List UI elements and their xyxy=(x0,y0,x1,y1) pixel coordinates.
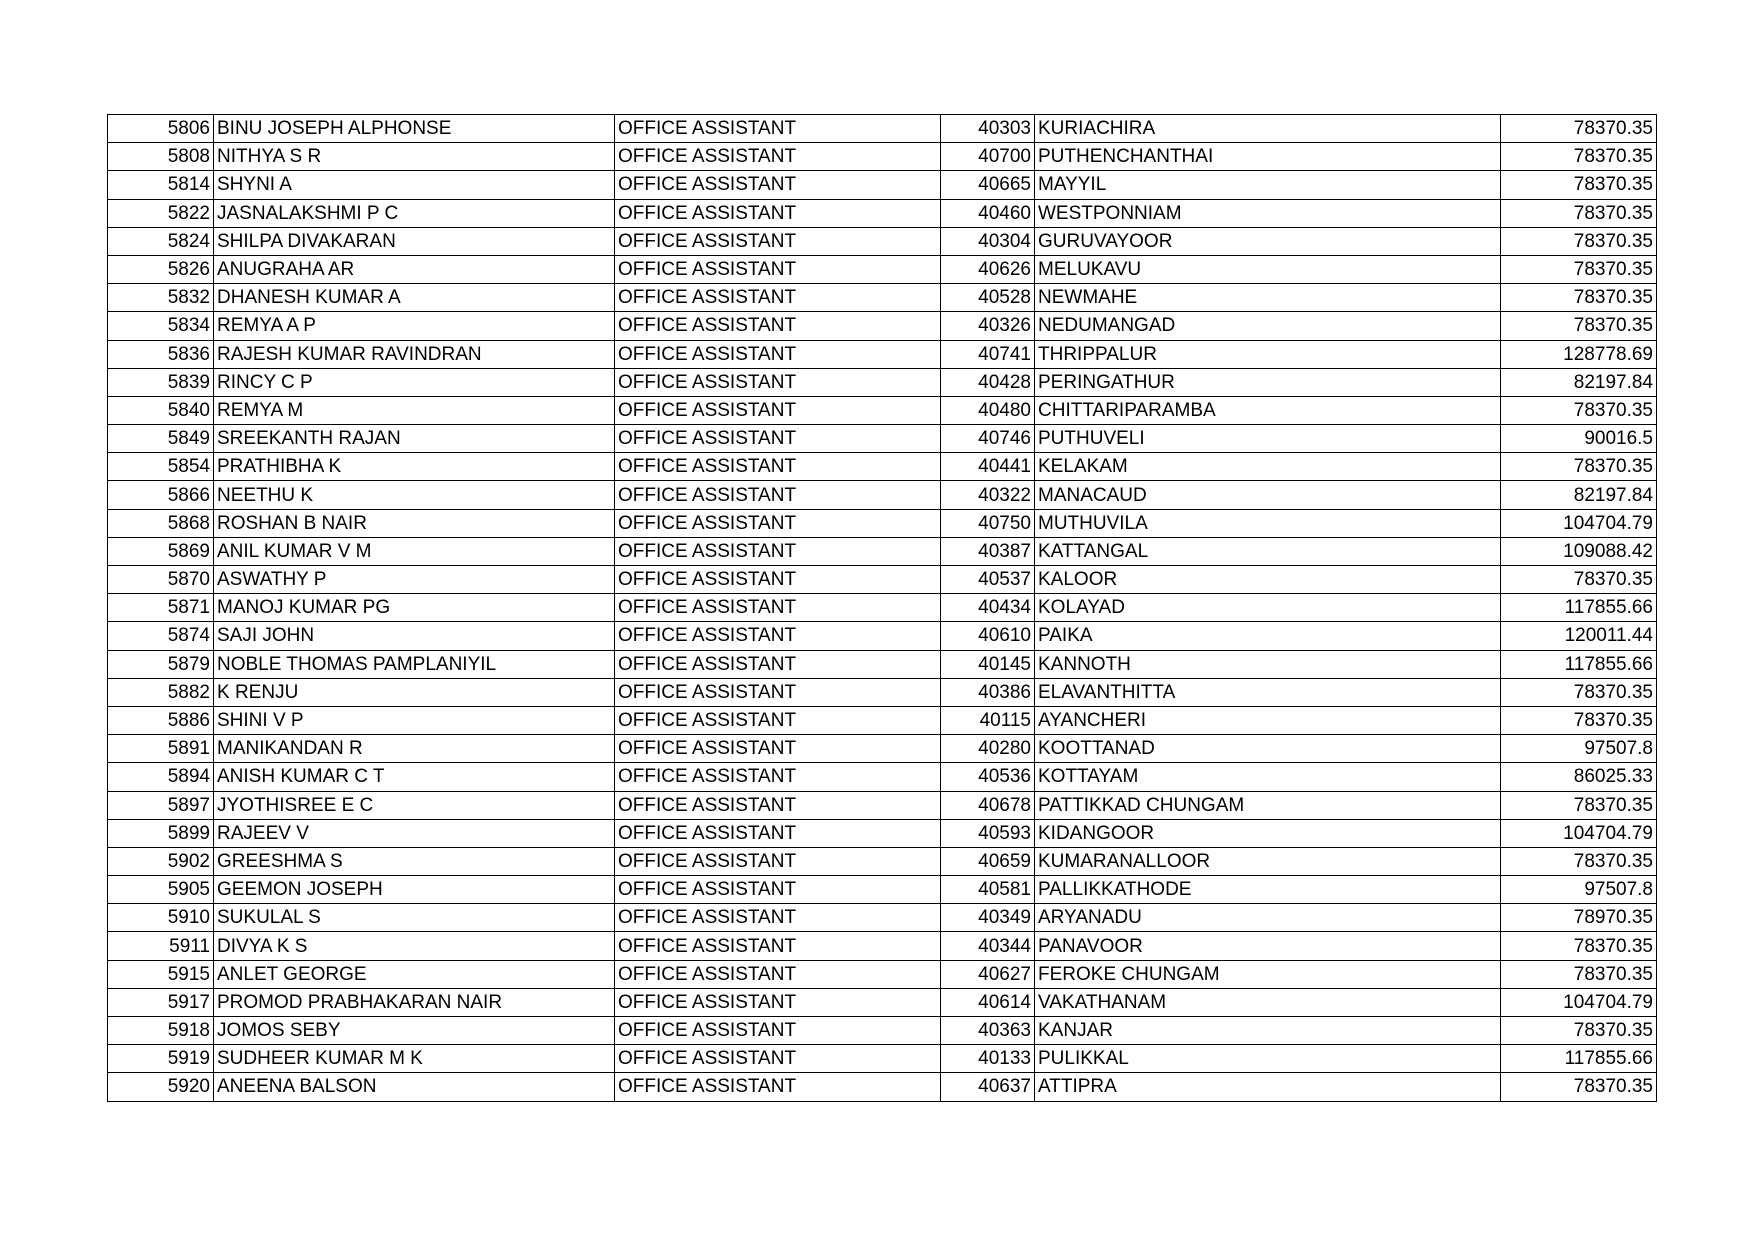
office-code-cell: 40536 xyxy=(941,763,1035,791)
office-name-cell: ARYANADU xyxy=(1035,904,1501,932)
office-code-cell: 40480 xyxy=(941,396,1035,424)
office-code-cell: 40746 xyxy=(941,425,1035,453)
office-name-cell: KOLAYAD xyxy=(1035,594,1501,622)
amount-cell: 104704.79 xyxy=(1501,819,1657,847)
designation-cell: OFFICE ASSISTANT xyxy=(615,706,941,734)
employee-id-cell: 5868 xyxy=(108,509,214,537)
employee-id-cell: 5918 xyxy=(108,1017,214,1045)
designation-cell: OFFICE ASSISTANT xyxy=(615,735,941,763)
table-row xyxy=(108,396,1657,424)
employee-name-cell: PRATHIBHA K xyxy=(214,453,615,481)
office-code-cell: 40145 xyxy=(941,650,1035,678)
office-name-cell: PUTHUVELI xyxy=(1035,425,1501,453)
employee-id-cell: 5920 xyxy=(108,1073,214,1101)
employee-id-cell: 5874 xyxy=(108,622,214,650)
office-name-cell: PULIKKAL xyxy=(1035,1045,1501,1073)
designation-cell: OFFICE ASSISTANT xyxy=(615,847,941,875)
employee-name-cell: REMYA A P xyxy=(214,312,615,340)
office-code-cell: 40528 xyxy=(941,284,1035,312)
office-code-cell: 40441 xyxy=(941,453,1035,481)
designation-cell: OFFICE ASSISTANT xyxy=(615,594,941,622)
employee-name-cell: MANOJ KUMAR PG xyxy=(214,594,615,622)
employee-id-cell: 5849 xyxy=(108,425,214,453)
table-row xyxy=(108,1073,1657,1101)
employee-id-cell: 5915 xyxy=(108,960,214,988)
office-name-cell: KATTANGAL xyxy=(1035,537,1501,565)
designation-cell: OFFICE ASSISTANT xyxy=(615,960,941,988)
office-name-cell: NEDUMANGAD xyxy=(1035,312,1501,340)
employee-id-cell: 5824 xyxy=(108,227,214,255)
office-code-cell: 40386 xyxy=(941,678,1035,706)
amount-cell: 78370.35 xyxy=(1501,396,1657,424)
office-name-cell: MELUKAVU xyxy=(1035,255,1501,283)
employee-id-cell: 5899 xyxy=(108,819,214,847)
table-row xyxy=(108,368,1657,396)
amount-cell: 78370.35 xyxy=(1501,115,1657,143)
employee-id-cell: 5840 xyxy=(108,396,214,424)
employee-id-cell: 5854 xyxy=(108,453,214,481)
office-name-cell: ELAVANTHITTA xyxy=(1035,678,1501,706)
employee-name-cell: SUDHEER KUMAR M K xyxy=(214,1045,615,1073)
employee-id-cell: 5808 xyxy=(108,143,214,171)
employee-id-cell: 5894 xyxy=(108,763,214,791)
employee-name-cell: SREEKANTH RAJAN xyxy=(214,425,615,453)
employee-name-cell: BINU JOSEPH ALPHONSE xyxy=(214,115,615,143)
employee-id-cell: 5902 xyxy=(108,847,214,875)
designation-cell: OFFICE ASSISTANT xyxy=(615,537,941,565)
office-name-cell: MUTHUVILA xyxy=(1035,509,1501,537)
office-name-cell: KOTTAYAM xyxy=(1035,763,1501,791)
designation-cell: OFFICE ASSISTANT xyxy=(615,904,941,932)
office-code-cell: 40614 xyxy=(941,988,1035,1016)
roster-table-body xyxy=(108,115,1657,1102)
designation-cell: OFFICE ASSISTANT xyxy=(615,171,941,199)
employee-id-cell: 5869 xyxy=(108,537,214,565)
employee-name-cell: SUKULAL S xyxy=(214,904,615,932)
employee-name-cell: MANIKANDAN R xyxy=(214,735,615,763)
employee-id-cell: 5882 xyxy=(108,678,214,706)
office-code-cell: 40659 xyxy=(941,847,1035,875)
office-name-cell: AYANCHERI xyxy=(1035,706,1501,734)
amount-cell: 78370.35 xyxy=(1501,1017,1657,1045)
employee-name-cell: ANEENA BALSON xyxy=(214,1073,615,1101)
office-code-cell: 40460 xyxy=(941,199,1035,227)
table-row xyxy=(108,622,1657,650)
employee-name-cell: DHANESH KUMAR A xyxy=(214,284,615,312)
office-name-cell: GURUVAYOOR xyxy=(1035,227,1501,255)
table-row xyxy=(108,763,1657,791)
amount-cell: 78370.35 xyxy=(1501,284,1657,312)
employee-name-cell: RINCY C P xyxy=(214,368,615,396)
office-name-cell: KURIACHIRA xyxy=(1035,115,1501,143)
designation-cell: OFFICE ASSISTANT xyxy=(615,1073,941,1101)
office-code-cell: 40665 xyxy=(941,171,1035,199)
designation-cell: OFFICE ASSISTANT xyxy=(615,509,941,537)
employee-id-cell: 5910 xyxy=(108,904,214,932)
office-name-cell: ATTIPRA xyxy=(1035,1073,1501,1101)
table-row xyxy=(108,255,1657,283)
table-row xyxy=(108,960,1657,988)
office-name-cell: CHITTARIPARAMBA xyxy=(1035,396,1501,424)
employee-name-cell: ANISH KUMAR C T xyxy=(214,763,615,791)
employee-name-cell: JOMOS SEBY xyxy=(214,1017,615,1045)
table-row xyxy=(108,171,1657,199)
amount-cell: 104704.79 xyxy=(1501,509,1657,537)
office-code-cell: 40387 xyxy=(941,537,1035,565)
office-code-cell: 40610 xyxy=(941,622,1035,650)
employee-id-cell: 5834 xyxy=(108,312,214,340)
employee-name-cell: ASWATHY P xyxy=(214,566,615,594)
office-name-cell: NEWMAHE xyxy=(1035,284,1501,312)
designation-cell: OFFICE ASSISTANT xyxy=(615,1017,941,1045)
office-code-cell: 40280 xyxy=(941,735,1035,763)
designation-cell: OFFICE ASSISTANT xyxy=(615,255,941,283)
amount-cell: 104704.79 xyxy=(1501,988,1657,1016)
designation-cell: OFFICE ASSISTANT xyxy=(615,650,941,678)
office-name-cell: PAIKA xyxy=(1035,622,1501,650)
designation-cell: OFFICE ASSISTANT xyxy=(615,340,941,368)
employee-name-cell: RAJESH KUMAR RAVINDRAN xyxy=(214,340,615,368)
office-name-cell: PALLIKKATHODE xyxy=(1035,876,1501,904)
table-row xyxy=(108,819,1657,847)
amount-cell: 128778.69 xyxy=(1501,340,1657,368)
employee-name-cell: PROMOD PRABHAKARAN NAIR xyxy=(214,988,615,1016)
office-name-cell: KALOOR xyxy=(1035,566,1501,594)
table-row xyxy=(108,791,1657,819)
designation-cell: OFFICE ASSISTANT xyxy=(615,988,941,1016)
designation-cell: OFFICE ASSISTANT xyxy=(615,143,941,171)
employee-id-cell: 5836 xyxy=(108,340,214,368)
designation-cell: OFFICE ASSISTANT xyxy=(615,622,941,650)
amount-cell: 117855.66 xyxy=(1501,594,1657,622)
office-code-cell: 40581 xyxy=(941,876,1035,904)
table-row xyxy=(108,678,1657,706)
amount-cell: 97507.8 xyxy=(1501,735,1657,763)
office-code-cell: 40637 xyxy=(941,1073,1035,1101)
amount-cell: 78370.35 xyxy=(1501,932,1657,960)
designation-cell: OFFICE ASSISTANT xyxy=(615,115,941,143)
office-code-cell: 40537 xyxy=(941,566,1035,594)
office-name-cell: PERINGATHUR xyxy=(1035,368,1501,396)
employee-name-cell: RAJEEV V xyxy=(214,819,615,847)
amount-cell: 78370.35 xyxy=(1501,312,1657,340)
employee-name-cell: GREESHMA S xyxy=(214,847,615,875)
office-name-cell: MAYYIL xyxy=(1035,171,1501,199)
table-row xyxy=(108,594,1657,622)
office-code-cell: 40322 xyxy=(941,481,1035,509)
designation-cell: OFFICE ASSISTANT xyxy=(615,763,941,791)
table-row xyxy=(108,1017,1657,1045)
office-code-cell: 40363 xyxy=(941,1017,1035,1045)
staff-roster-table xyxy=(107,114,1657,1102)
employee-id-cell: 5866 xyxy=(108,481,214,509)
designation-cell: OFFICE ASSISTANT xyxy=(615,368,941,396)
office-code-cell: 40326 xyxy=(941,312,1035,340)
employee-name-cell: JYOTHISREE E C xyxy=(214,791,615,819)
employee-id-cell: 5870 xyxy=(108,566,214,594)
table-row xyxy=(108,847,1657,875)
table-row xyxy=(108,932,1657,960)
office-code-cell: 40349 xyxy=(941,904,1035,932)
office-code-cell: 40434 xyxy=(941,594,1035,622)
office-name-cell: KANNOTH xyxy=(1035,650,1501,678)
table-row xyxy=(108,904,1657,932)
designation-cell: OFFICE ASSISTANT xyxy=(615,227,941,255)
office-name-cell: PANAVOOR xyxy=(1035,932,1501,960)
office-code-cell: 40303 xyxy=(941,115,1035,143)
office-code-cell: 40344 xyxy=(941,932,1035,960)
amount-cell: 78370.35 xyxy=(1501,227,1657,255)
amount-cell: 82197.84 xyxy=(1501,481,1657,509)
office-name-cell: MANACAUD xyxy=(1035,481,1501,509)
office-code-cell: 40750 xyxy=(941,509,1035,537)
employee-name-cell: NITHYA S R xyxy=(214,143,615,171)
amount-cell: 78370.35 xyxy=(1501,678,1657,706)
employee-id-cell: 5839 xyxy=(108,368,214,396)
designation-cell: OFFICE ASSISTANT xyxy=(615,481,941,509)
amount-cell: 78970.35 xyxy=(1501,904,1657,932)
amount-cell: 90016.5 xyxy=(1501,425,1657,453)
table-row xyxy=(108,199,1657,227)
office-name-cell: PATTIKKAD CHUNGAM xyxy=(1035,791,1501,819)
office-code-cell: 40626 xyxy=(941,255,1035,283)
office-code-cell: 40678 xyxy=(941,791,1035,819)
office-code-cell: 40741 xyxy=(941,340,1035,368)
amount-cell: 117855.66 xyxy=(1501,1045,1657,1073)
designation-cell: OFFICE ASSISTANT xyxy=(615,453,941,481)
amount-cell: 97507.8 xyxy=(1501,876,1657,904)
table-row xyxy=(108,876,1657,904)
table-row xyxy=(108,1045,1657,1073)
employee-name-cell: REMYA M xyxy=(214,396,615,424)
employee-id-cell: 5919 xyxy=(108,1045,214,1073)
employee-name-cell: ANIL KUMAR V M xyxy=(214,537,615,565)
designation-cell: OFFICE ASSISTANT xyxy=(615,678,941,706)
employee-id-cell: 5832 xyxy=(108,284,214,312)
office-code-cell: 40593 xyxy=(941,819,1035,847)
amount-cell: 109088.42 xyxy=(1501,537,1657,565)
employee-id-cell: 5826 xyxy=(108,255,214,283)
employee-id-cell: 5905 xyxy=(108,876,214,904)
office-name-cell: FEROKE CHUNGAM xyxy=(1035,960,1501,988)
table-row xyxy=(108,509,1657,537)
employee-name-cell: SAJI JOHN xyxy=(214,622,615,650)
office-name-cell: PUTHENCHANTHAI xyxy=(1035,143,1501,171)
office-code-cell: 40133 xyxy=(941,1045,1035,1073)
table-row xyxy=(108,425,1657,453)
office-code-cell: 40627 xyxy=(941,960,1035,988)
employee-name-cell: SHYNI A xyxy=(214,171,615,199)
employee-id-cell: 5871 xyxy=(108,594,214,622)
office-name-cell: THRIPPALUR xyxy=(1035,340,1501,368)
designation-cell: OFFICE ASSISTANT xyxy=(615,791,941,819)
office-name-cell: VAKATHANAM xyxy=(1035,988,1501,1016)
employee-name-cell: SHINI V P xyxy=(214,706,615,734)
employee-id-cell: 5886 xyxy=(108,706,214,734)
table-row xyxy=(108,735,1657,763)
amount-cell: 120011.44 xyxy=(1501,622,1657,650)
employee-name-cell: NEETHU K xyxy=(214,481,615,509)
employee-name-cell: ANUGRAHA AR xyxy=(214,255,615,283)
amount-cell: 78370.35 xyxy=(1501,960,1657,988)
employee-name-cell: ANLET GEORGE xyxy=(214,960,615,988)
employee-id-cell: 5822 xyxy=(108,199,214,227)
employee-name-cell: GEEMON JOSEPH xyxy=(214,876,615,904)
office-name-cell: KANJAR xyxy=(1035,1017,1501,1045)
designation-cell: OFFICE ASSISTANT xyxy=(615,819,941,847)
office-code-cell: 40115 xyxy=(941,706,1035,734)
office-name-cell: KIDANGOOR xyxy=(1035,819,1501,847)
office-name-cell: KELAKAM xyxy=(1035,453,1501,481)
employee-name-cell: JASNALAKSHMI P C xyxy=(214,199,615,227)
table-row xyxy=(108,650,1657,678)
table-row xyxy=(108,143,1657,171)
employee-name-cell: DIVYA K S xyxy=(214,932,615,960)
amount-cell: 78370.35 xyxy=(1501,453,1657,481)
table-row xyxy=(108,537,1657,565)
designation-cell: OFFICE ASSISTANT xyxy=(615,284,941,312)
amount-cell: 78370.35 xyxy=(1501,1073,1657,1101)
office-code-cell: 40304 xyxy=(941,227,1035,255)
amount-cell: 82197.84 xyxy=(1501,368,1657,396)
table-row xyxy=(108,312,1657,340)
employee-id-cell: 5879 xyxy=(108,650,214,678)
amount-cell: 78370.35 xyxy=(1501,566,1657,594)
employee-id-cell: 5814 xyxy=(108,171,214,199)
office-name-cell: KOOTTANAD xyxy=(1035,735,1501,763)
employee-name-cell: ROSHAN B NAIR xyxy=(214,509,615,537)
employee-id-cell: 5911 xyxy=(108,932,214,960)
amount-cell: 78370.35 xyxy=(1501,706,1657,734)
designation-cell: OFFICE ASSISTANT xyxy=(615,312,941,340)
designation-cell: OFFICE ASSISTANT xyxy=(615,876,941,904)
table-row xyxy=(108,706,1657,734)
office-name-cell: WESTPONNIAM xyxy=(1035,199,1501,227)
office-name-cell: KUMARANALLOOR xyxy=(1035,847,1501,875)
table-row xyxy=(108,566,1657,594)
amount-cell: 78370.35 xyxy=(1501,255,1657,283)
amount-cell: 117855.66 xyxy=(1501,650,1657,678)
table-row xyxy=(108,988,1657,1016)
amount-cell: 78370.35 xyxy=(1501,791,1657,819)
amount-cell: 78370.35 xyxy=(1501,171,1657,199)
amount-cell: 78370.35 xyxy=(1501,199,1657,227)
employee-id-cell: 5806 xyxy=(108,115,214,143)
designation-cell: OFFICE ASSISTANT xyxy=(615,566,941,594)
employee-id-cell: 5917 xyxy=(108,988,214,1016)
table-row xyxy=(108,481,1657,509)
table-row xyxy=(108,227,1657,255)
designation-cell: OFFICE ASSISTANT xyxy=(615,932,941,960)
designation-cell: OFFICE ASSISTANT xyxy=(615,396,941,424)
amount-cell: 78370.35 xyxy=(1501,847,1657,875)
amount-cell: 86025.33 xyxy=(1501,763,1657,791)
table-row xyxy=(108,115,1657,143)
designation-cell: OFFICE ASSISTANT xyxy=(615,199,941,227)
amount-cell: 78370.35 xyxy=(1501,143,1657,171)
employee-id-cell: 5891 xyxy=(108,735,214,763)
employee-name-cell: SHILPA DIVAKARAN xyxy=(214,227,615,255)
office-code-cell: 40700 xyxy=(941,143,1035,171)
table-row xyxy=(108,340,1657,368)
table-row xyxy=(108,284,1657,312)
table-row xyxy=(108,453,1657,481)
designation-cell: OFFICE ASSISTANT xyxy=(615,425,941,453)
employee-name-cell: K RENJU xyxy=(214,678,615,706)
office-code-cell: 40428 xyxy=(941,368,1035,396)
employee-id-cell: 5897 xyxy=(108,791,214,819)
designation-cell: OFFICE ASSISTANT xyxy=(615,1045,941,1073)
employee-name-cell: NOBLE THOMAS PAMPLANIYIL xyxy=(214,650,615,678)
